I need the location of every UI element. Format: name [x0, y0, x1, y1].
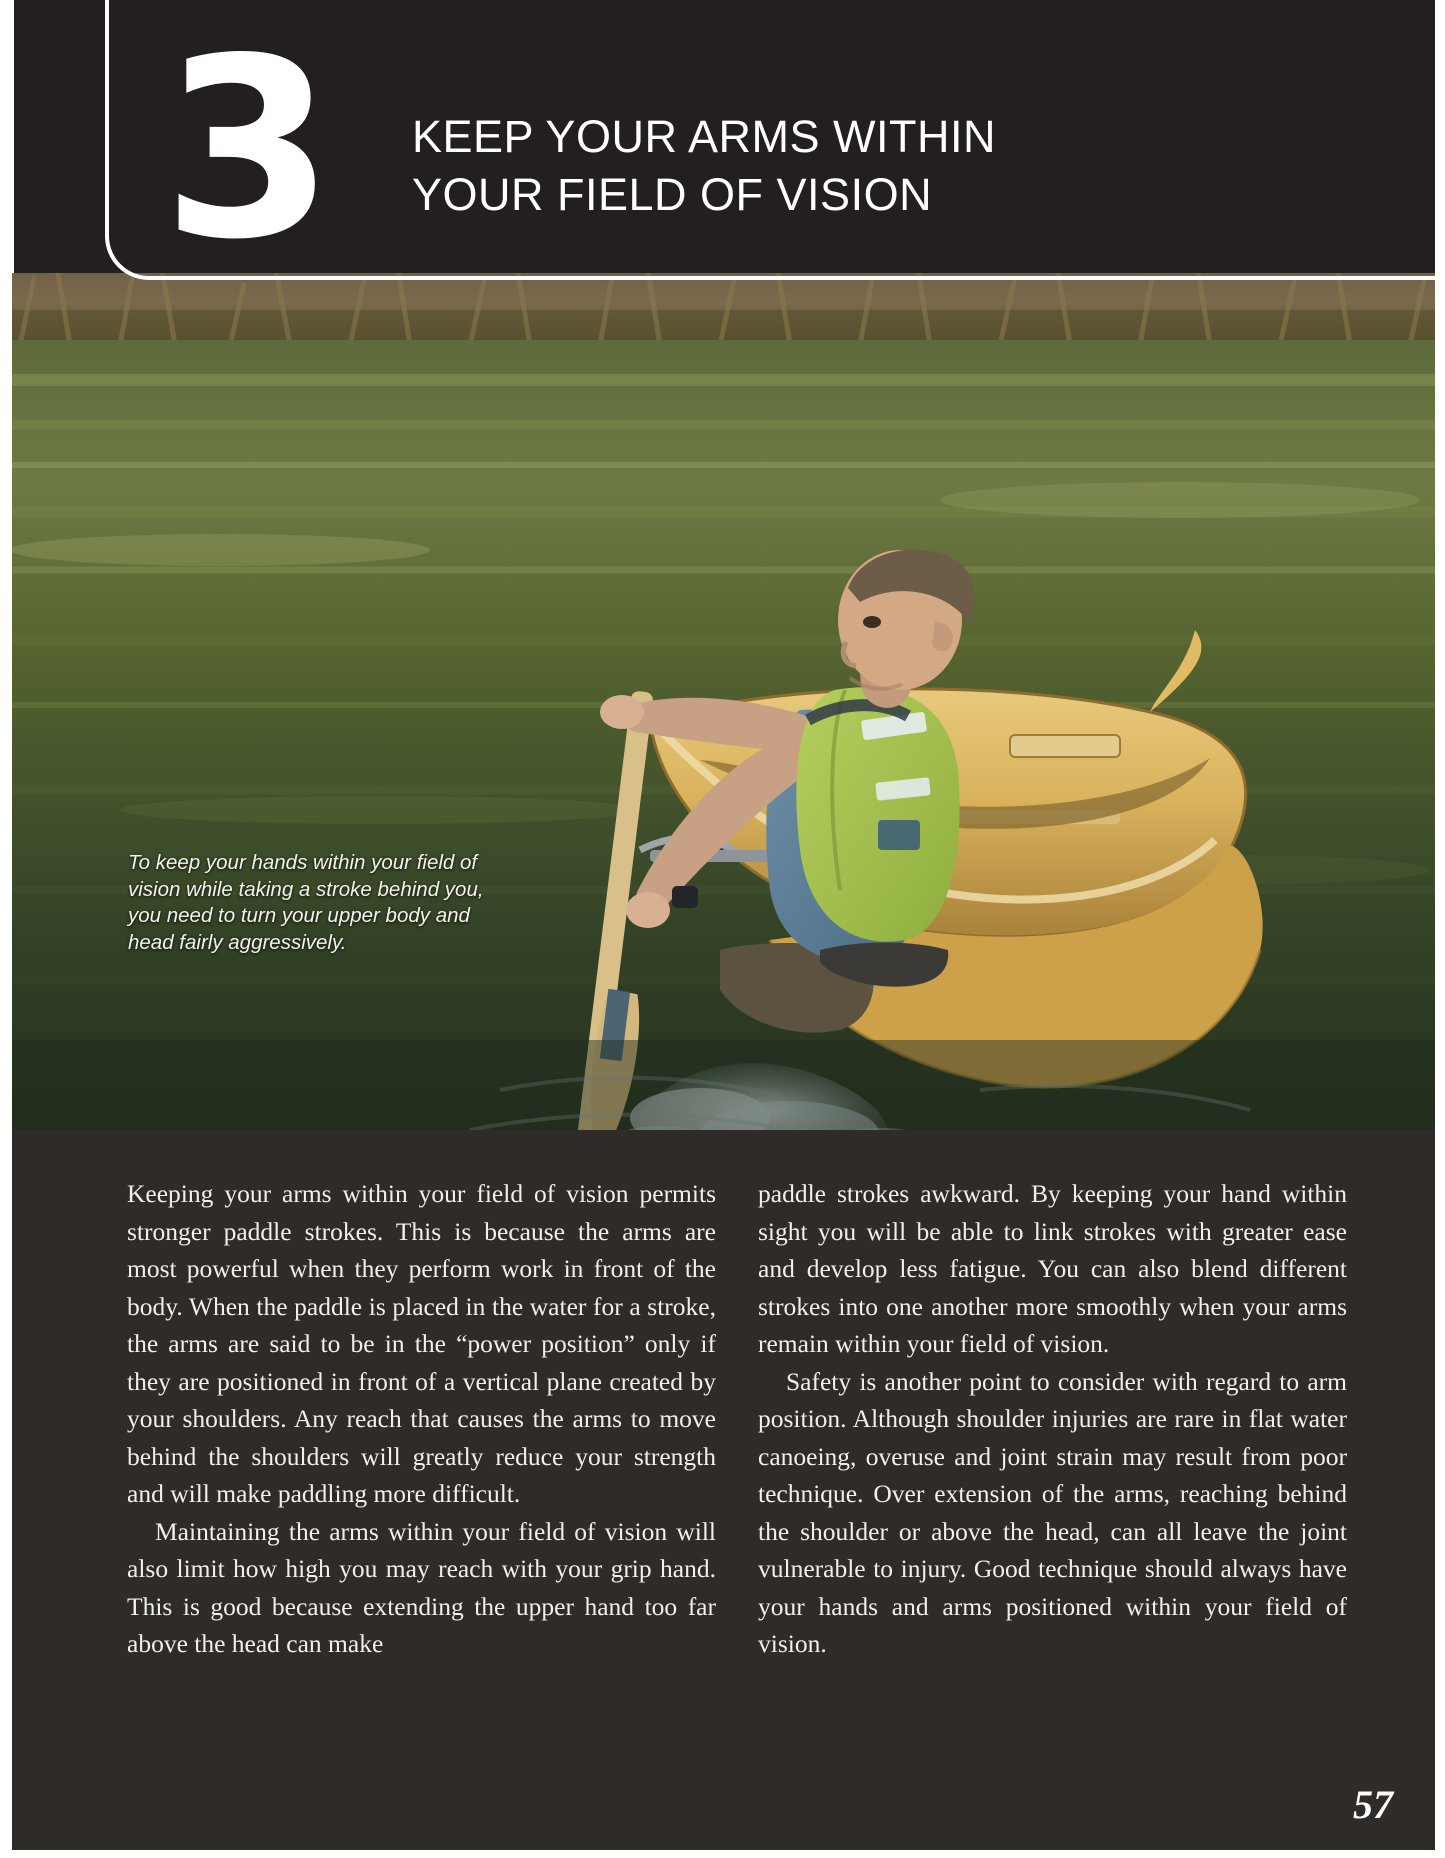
paragraph: paddle strokes awkward. By keeping your hand within sight you will be able to link strokes with greater ease and develop less fatigue. You can also blend different strokes into one another more smoothly when your arms remain within your field of vision.	[758, 1179, 1347, 1358]
body-text-area	[0, 1130, 1445, 1858]
page-left-margin	[0, 0, 12, 1858]
page-bottom-margin	[0, 1850, 1445, 1858]
paragraph: Maintaining the arms within your field of vision will also limit how high you may reach with your grip hand. This is good because extending the upper hand too far above the head can make	[127, 1516, 716, 1658]
paragraph: Keeping your arms within your field of vision permits stronger paddle strokes. This is because the arms are most powerful when they perform work in front of the body. When the paddle is placed in the water for a stroke, the arms are said to be in the “power position” only if they are positioned in front of a vertical plane created by your shoulders. Any reach that causes the arms to move behind the shoulders will greatly reduce your strength and will make paddling more difficult.	[127, 1179, 716, 1508]
page-title-line-1: KEEP YOUR ARMS WITHIN	[412, 111, 996, 162]
page-right-margin	[1435, 0, 1445, 1858]
photo-caption: To keep your hands within your field of vision while taking a stroke behind you, you need to turn your upper body and head fairly aggressively.	[128, 851, 484, 954]
photo-illustration	[0, 250, 1445, 1130]
chapter-number: 3	[162, 6, 329, 294]
chapter-header	[0, 0, 1445, 294]
left-column	[127, 1175, 716, 1663]
text-columns	[127, 1175, 1347, 1663]
right-column	[758, 1175, 1347, 1663]
page-number: 57	[1353, 1782, 1393, 1827]
paragraph: Safety is another point to consider with regard to arm position. Although shoulder injuries are rare in flat water canoeing, overuse and joint strain may result from poor technique. Over extension of the arms, reaching behind the shoulder or above the head, can all leave the joint vulnerable to injury. Good technique should always have your hands and arms positioned within your field of vision.	[758, 1366, 1347, 1658]
canoeist-paddling-photo	[0, 250, 1445, 1130]
page-title-line-2: YOUR FIELD OF VISION	[412, 169, 933, 220]
page-title	[412, 108, 1292, 224]
